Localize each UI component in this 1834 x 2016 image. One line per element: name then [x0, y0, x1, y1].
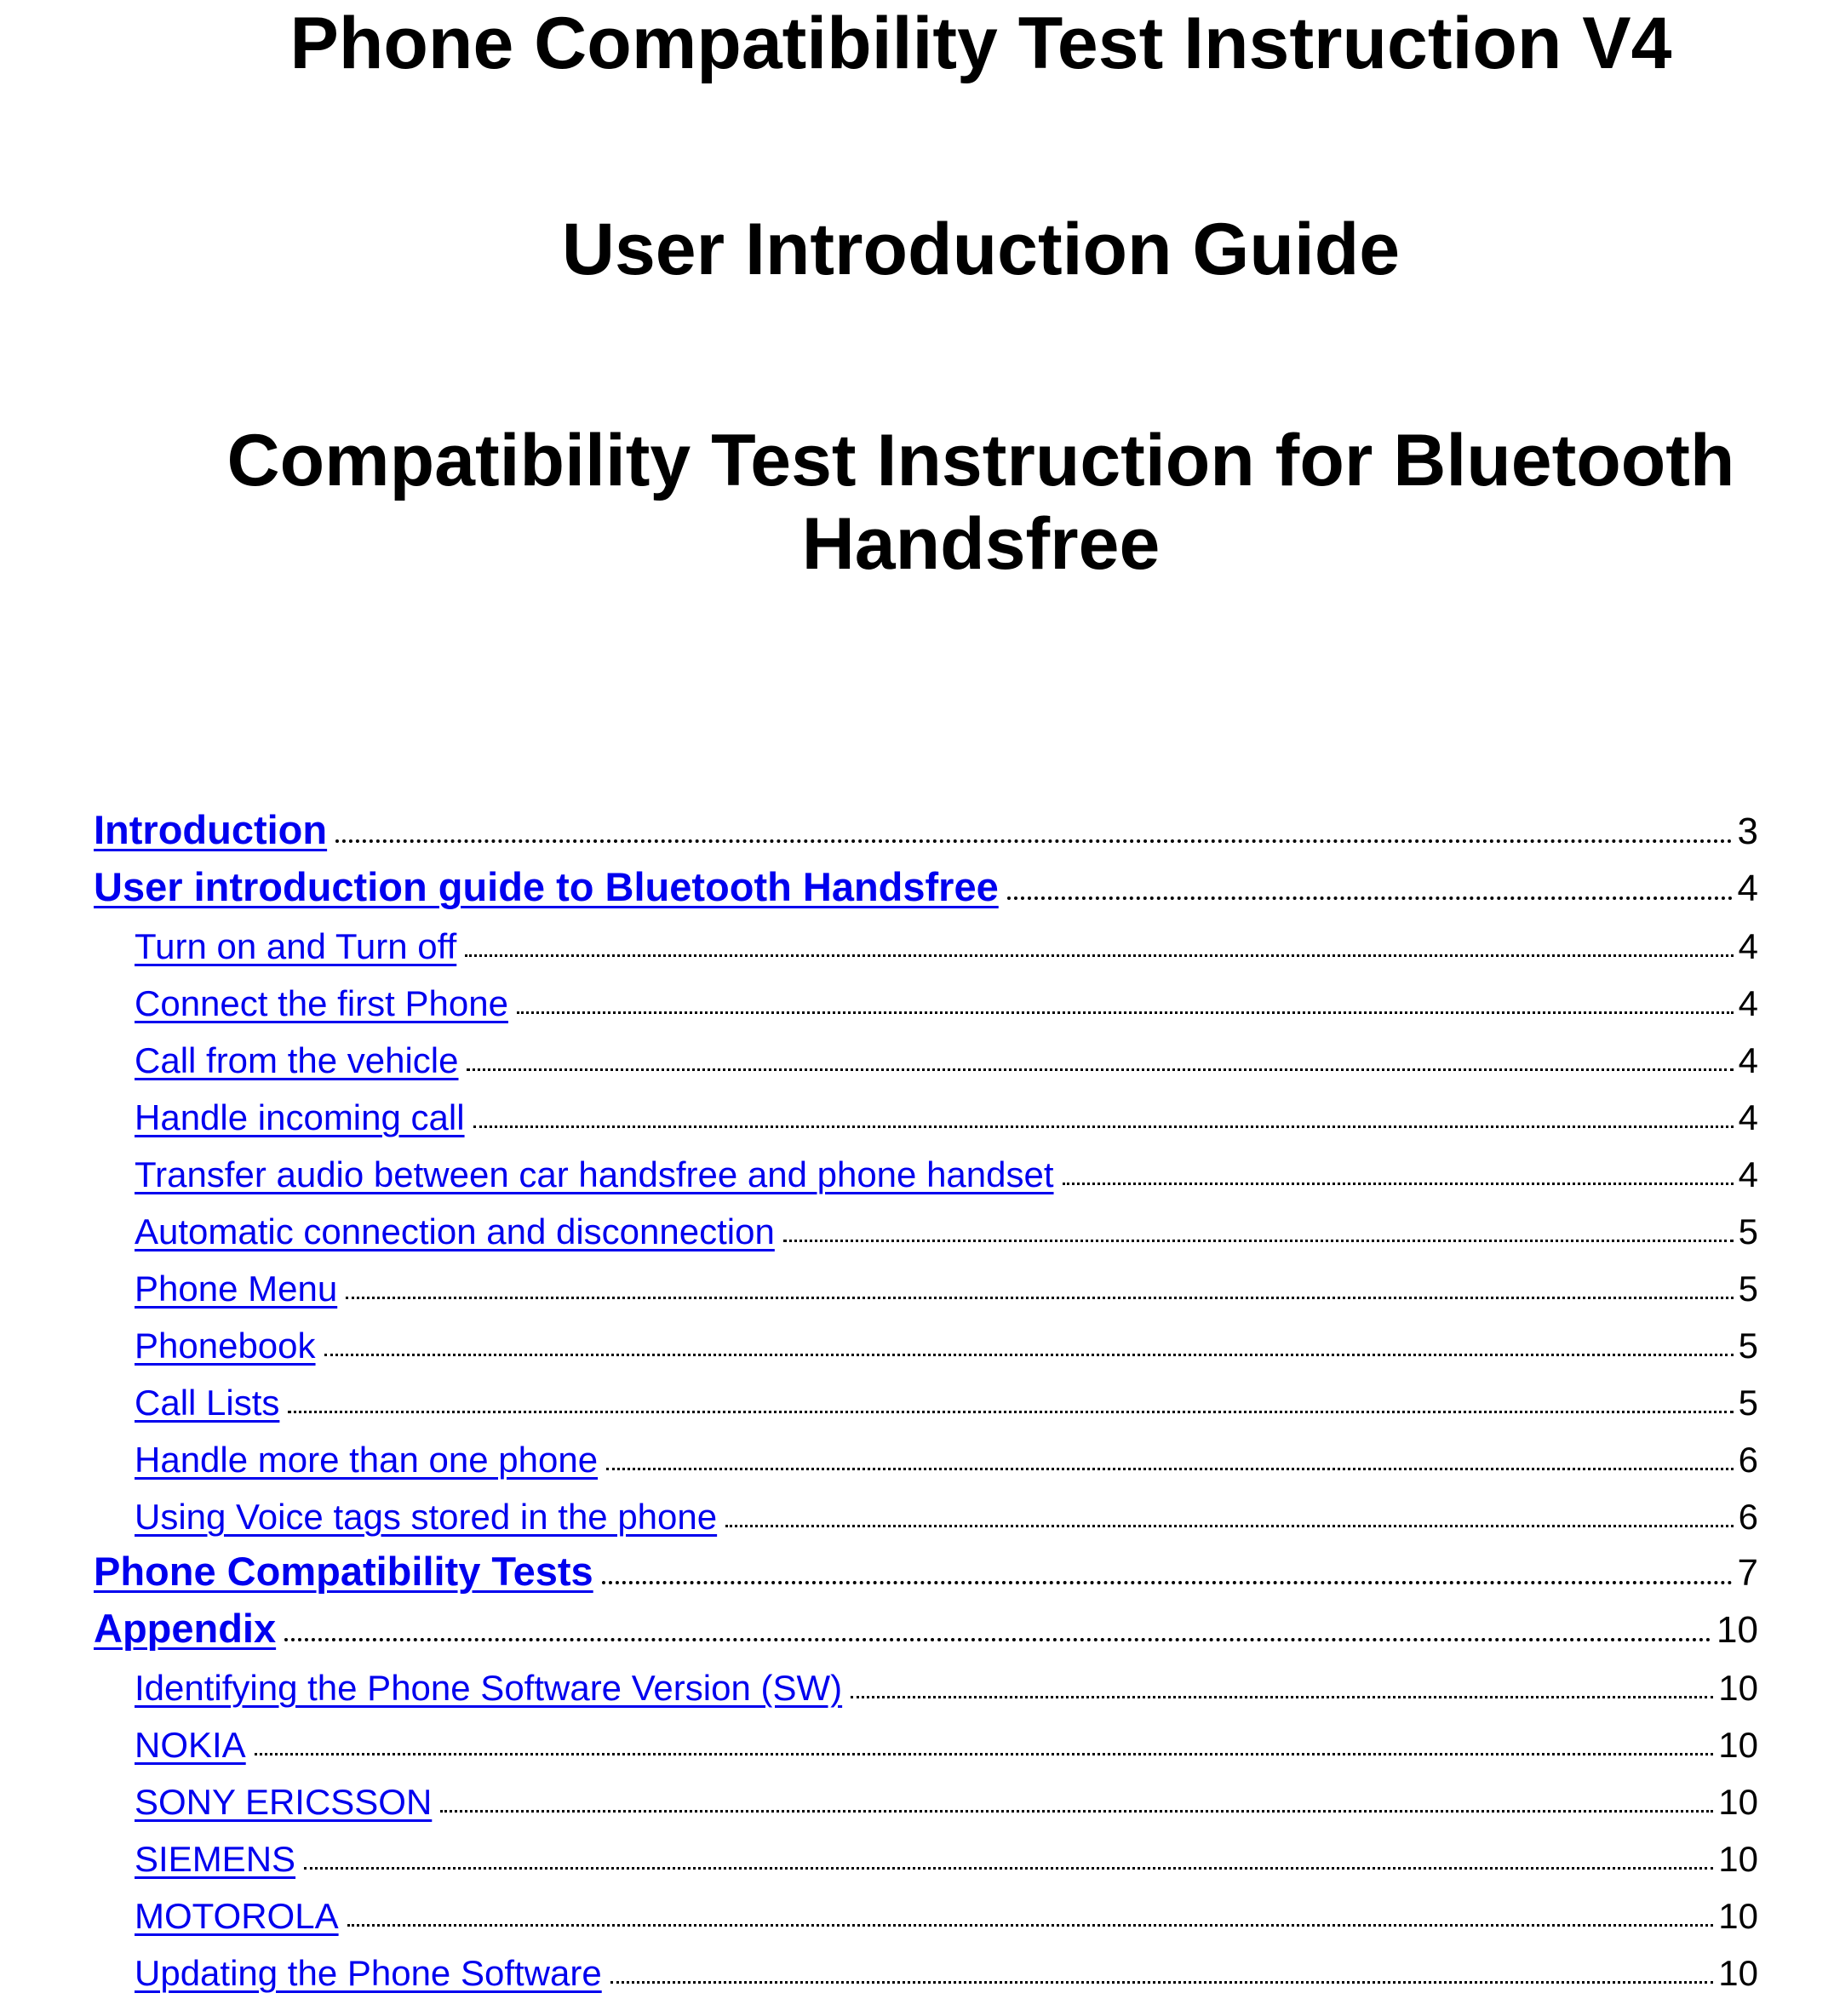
toc-link[interactable]: Phonebook	[135, 1326, 316, 1366]
toc-page-number: 7	[1737, 1552, 1758, 1594]
toc-link[interactable]: Introduction	[94, 807, 328, 852]
toc-page-number: 4	[1738, 1040, 1758, 1080]
toc-link[interactable]: MOTOROLA	[135, 1896, 339, 1936]
toc-dot-leader	[346, 1297, 1733, 1299]
toc-page-number: 6	[1738, 1440, 1758, 1480]
toc-dot-leader	[255, 1753, 1714, 1755]
toc-link[interactable]: Handle incoming call	[135, 1097, 465, 1137]
toc-entry	[94, 1309, 1758, 1366]
toc-link[interactable]: Phone Compatibility Tests	[94, 1549, 593, 1594]
toc-dot-leader	[517, 1011, 1734, 1014]
toc-page-number: 4	[1738, 1154, 1758, 1194]
toc-page-number: 10	[1718, 1953, 1758, 1993]
toc-entry	[94, 1766, 1758, 1823]
toc-entry	[94, 1081, 1758, 1138]
subtitle-line-2: Handsfree	[801, 503, 1161, 585]
toc-link[interactable]: Automatic connection and disconnection	[135, 1211, 775, 1251]
toc-link[interactable]: SIEMENS	[135, 1839, 296, 1879]
toc-page-number: 10	[1717, 1609, 1758, 1651]
toc-dot-leader	[467, 1068, 1733, 1071]
toc-entry	[94, 796, 1758, 853]
toc-entry	[94, 1195, 1758, 1252]
toc-link[interactable]: Appendix	[94, 1606, 277, 1651]
document-title: Phone Compatibility Test Instruction V4	[289, 3, 1672, 84]
toc-page-number: 4	[1738, 1097, 1758, 1137]
toc-link[interactable]: User introduction guide to Bluetooth Handsfree	[94, 864, 999, 909]
toc-dot-leader	[284, 1638, 1711, 1641]
toc-dot-leader	[304, 1867, 1713, 1870]
toc-dot-leader	[347, 1924, 1714, 1927]
toc-dot-leader	[465, 954, 1733, 957]
toc-page-number: 5	[1738, 1269, 1758, 1309]
toc-entry	[94, 1480, 1758, 1538]
toc-link[interactable]: Updating the Phone Software	[135, 1953, 602, 1993]
toc-entry	[94, 1024, 1758, 1081]
toc-link[interactable]: Using Voice tags stored in the phone	[135, 1497, 718, 1537]
toc-dot-leader	[725, 1525, 1734, 1527]
toc-dot-leader	[610, 1981, 1714, 1984]
toc-link[interactable]: Turn on and Turn off	[135, 926, 457, 966]
toc-entry	[94, 1366, 1758, 1423]
toc-page-number: 10	[1718, 1782, 1758, 1822]
toc-link[interactable]: Handle more than one phone	[135, 1440, 599, 1480]
toc-dot-leader	[335, 839, 1732, 843]
toc-page-number: 6	[1738, 1497, 1758, 1537]
toc-dot-leader	[783, 1240, 1734, 1242]
toc-page-number: 4	[1738, 983, 1758, 1023]
toc-page-number: 10	[1718, 1896, 1758, 1936]
toc-page-number: 10	[1718, 1668, 1758, 1708]
toc-dot-leader	[324, 1354, 1734, 1356]
toc-page-number: 5	[1738, 1383, 1758, 1423]
toc-dot-leader	[851, 1696, 1713, 1698]
toc-dot-leader	[473, 1125, 1734, 1128]
toc-dot-leader	[1063, 1183, 1734, 1185]
toc-entry	[94, 1423, 1758, 1480]
toc-entry	[94, 967, 1758, 1024]
toc-entry	[94, 1538, 1758, 1595]
toc-entry	[94, 1595, 1758, 1652]
table-of-contents	[94, 796, 1758, 1994]
subtitle	[0, 419, 1834, 586]
toc-dot-leader	[288, 1411, 1733, 1413]
toc-page-number: 4	[1738, 926, 1758, 966]
guide-title: User Introduction Guide	[561, 209, 1401, 290]
toc-link[interactable]: Call Lists	[135, 1383, 280, 1423]
toc-dot-leader	[602, 1581, 1733, 1584]
toc-link[interactable]: Call from the vehicle	[135, 1040, 459, 1080]
toc-entry	[94, 853, 1758, 910]
toc-dot-leader	[606, 1468, 1734, 1470]
toc-page-number: 3	[1737, 810, 1758, 852]
toc-page-number: 10	[1718, 1839, 1758, 1879]
toc-link[interactable]: Transfer audio between car handsfree and phone handset	[135, 1154, 1054, 1194]
toc-link[interactable]: Connect the first Phone	[135, 983, 508, 1023]
toc-entry	[94, 1652, 1758, 1709]
toc-page-number: 4	[1737, 868, 1758, 909]
toc-page-number: 5	[1738, 1326, 1758, 1366]
subtitle-line-1: Compatibility Test Instruction for Bluetooth	[226, 420, 1735, 501]
toc-entry	[94, 1880, 1758, 1937]
toc-entry	[94, 1709, 1758, 1766]
toc-page-number: 10	[1718, 1725, 1758, 1765]
toc-link[interactable]: Phone Menu	[135, 1269, 338, 1309]
toc-link[interactable]: SONY ERICSSON	[135, 1782, 433, 1822]
toc-entry	[94, 910, 1758, 967]
toc-dot-leader	[440, 1810, 1713, 1813]
toc-dot-leader	[1007, 896, 1733, 900]
toc-entry	[94, 1252, 1758, 1309]
toc-entry	[94, 1937, 1758, 1994]
toc-link[interactable]: Identifying the Phone Software Version (SW)	[135, 1668, 843, 1708]
toc-entry	[94, 1823, 1758, 1880]
toc-link[interactable]: NOKIA	[135, 1725, 246, 1765]
toc-page-number: 5	[1738, 1211, 1758, 1251]
toc-entry	[94, 1138, 1758, 1195]
